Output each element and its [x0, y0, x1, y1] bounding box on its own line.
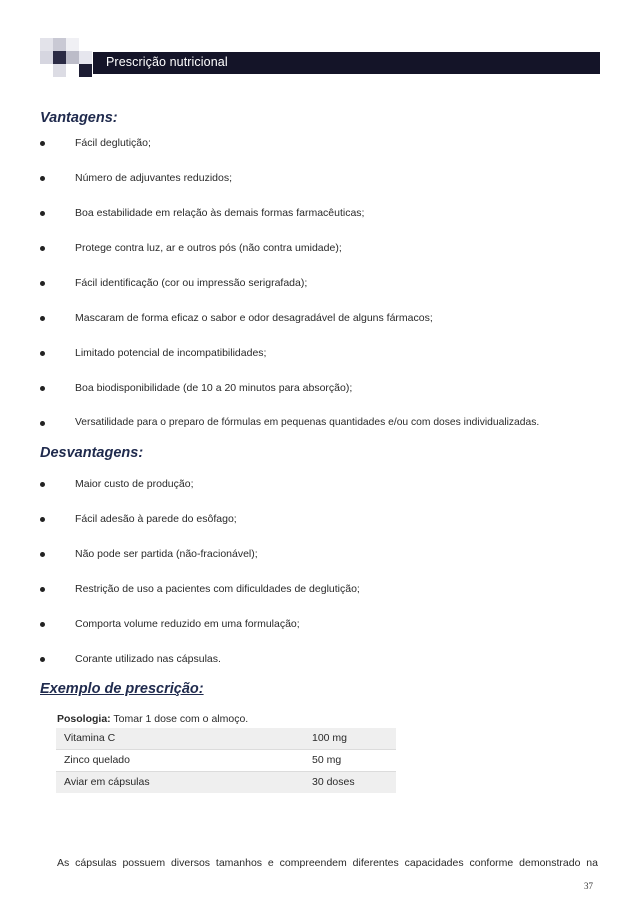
ingredient-cell: Vitamina C	[64, 732, 116, 744]
decorative-square	[79, 51, 92, 64]
amount-cell: 100 mg	[312, 732, 348, 744]
bullet-icon	[40, 482, 45, 487]
amount-cell: 30 doses	[312, 776, 355, 788]
disadvantages-heading: Desvantagens:	[40, 445, 144, 461]
bullet-icon	[40, 517, 45, 522]
posology-line	[57, 713, 248, 725]
bullet-icon	[40, 657, 45, 662]
decorative-square	[53, 51, 66, 64]
decorative-square	[40, 51, 53, 64]
bullet-icon	[40, 622, 45, 627]
table-row	[56, 750, 396, 771]
bullet-icon	[40, 351, 45, 356]
prescription-table	[56, 728, 396, 794]
bullet-icon	[40, 281, 45, 286]
page-header	[40, 38, 600, 78]
bullet-icon	[40, 552, 45, 557]
bullet-icon	[40, 246, 45, 251]
posology-label: Posologia:	[57, 713, 111, 725]
decorative-square	[53, 64, 66, 77]
amount-cell: 50 mg	[312, 754, 342, 766]
table-row	[56, 728, 396, 749]
bullet-icon	[40, 211, 45, 216]
bullet-icon	[40, 176, 45, 181]
bullet-icon	[40, 587, 45, 592]
decorative-square	[66, 38, 79, 51]
bullet-icon	[40, 386, 45, 391]
ingredient-cell: Zinco quelado	[64, 754, 130, 766]
decorative-square	[66, 51, 79, 64]
table-row	[56, 772, 396, 793]
page-number: 37	[584, 881, 593, 891]
bullet-icon	[40, 316, 45, 321]
header-title: Prescrição nutricional	[106, 55, 228, 69]
posology-text: Tomar 1 dose com o almoço.	[110, 713, 249, 725]
decorative-square	[53, 38, 66, 51]
body-paragraph: As cápsulas possuem diversos tamanhos e compreendem diferentes capacidades conforme demonstrado na	[57, 857, 598, 869]
decorative-square	[40, 38, 53, 51]
decorative-square	[79, 64, 92, 77]
advantages-heading: Vantagens:	[40, 110, 118, 126]
ingredient-cell: Aviar em cápsulas	[64, 776, 150, 788]
bullet-icon	[40, 421, 45, 426]
bullet-icon	[40, 141, 45, 146]
prescription-heading: Exemplo de prescrição:	[40, 681, 204, 697]
